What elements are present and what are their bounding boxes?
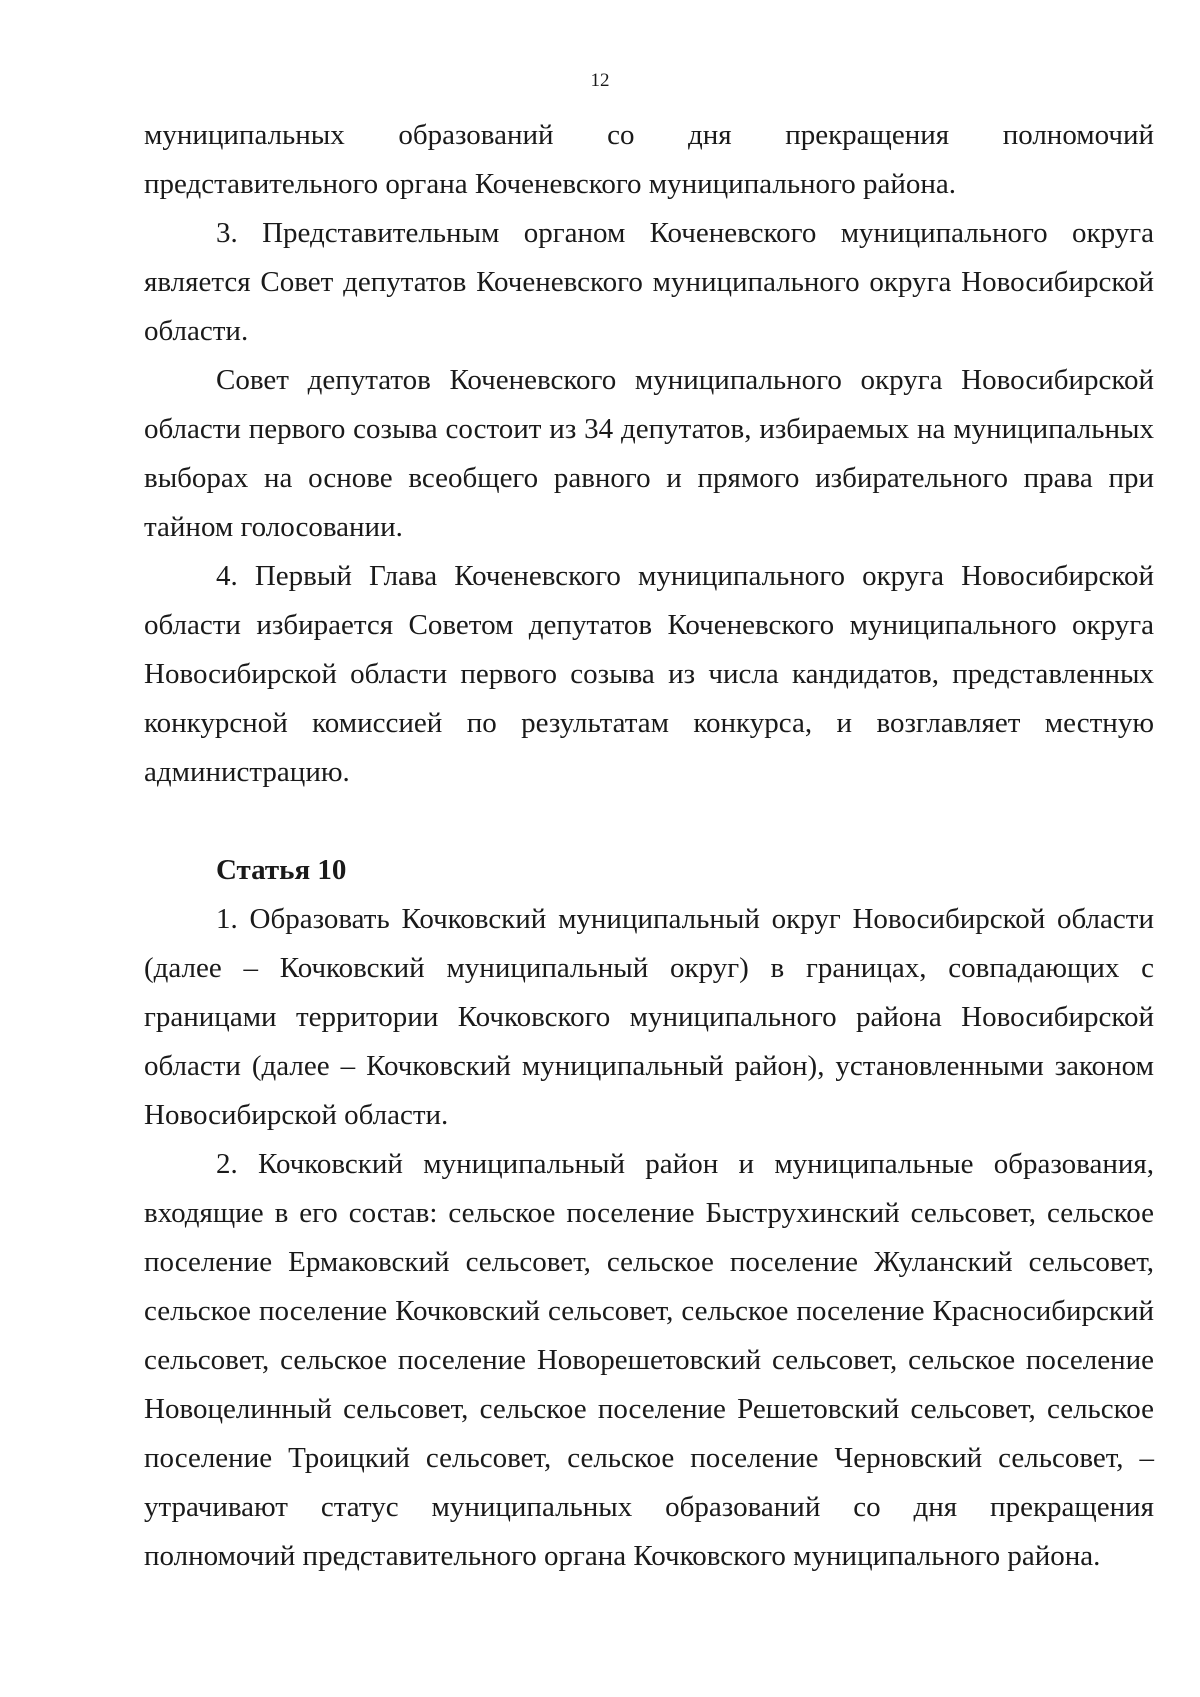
paragraph-item-3: 3. Представительным органом Коченевского муниципального округа является Совет депутатов Коченевского муниципального округа Новосибирской области. <box>144 217 1154 347</box>
document-body <box>144 111 1154 1581</box>
paragraph-article-10-item-2: 2. Кочковский муниципальный район и муниципальные образования, входящие в его состав: сельское поселение Быструхинский сельсовет, сельское поселение Ермаковский сельсовет, сельское поселение Жуланский сельсовет, сельское поселение Кочковский сельсовет, сельское поселение Красносибирский сельсовет, сельское поселение Новорешетовский сельсовет, сельское поселение Новоцелинный сельсовет, сельское поселение Решетовский сельсовет, сельское поселение Троицкий сельсовет, сельское поселение Черновский сельсовет, – утрачивают статус муниципальных образований со дня прекращения полномочий представительного органа Кочковского муниципального района. <box>144 1148 1154 1572</box>
page-number: 12 <box>590 70 610 91</box>
paragraph-item-4: 4. Первый Глава Коченевского муниципального округа Новосибирской области избирается Советом депутатов Коченевского муниципального округа Новосибирской области первого созыва из числа кандидатов, представленных конкурсной комиссией по результатам конкурса, и возглавляет местную администрацию. <box>144 560 1154 788</box>
paragraph-article-10-item-1: 1. Образовать Кочковский муниципальный округ Новосибирской области (далее – Кочковский муниципальный округ) в границах, совпадающих с границами территории Кочковского муниципального района Новосибирской области (далее – Кочковский муниципальный район), установленными законом Новосибирской области. <box>144 903 1154 1131</box>
article-heading: Статья 10 <box>216 854 347 886</box>
paragraph-continuation: муниципальных образований со дня прекращения полномочий представительного органа Коченевского муниципального района. <box>144 119 1154 200</box>
paragraph-council-composition: Совет депутатов Коченевского муниципального округа Новосибирской области первого созыва состоит из 34 депутатов, избираемых на муниципальных выборах на основе всеобщего равного и прямого избирательного права при тайном голосовании. <box>144 364 1154 543</box>
